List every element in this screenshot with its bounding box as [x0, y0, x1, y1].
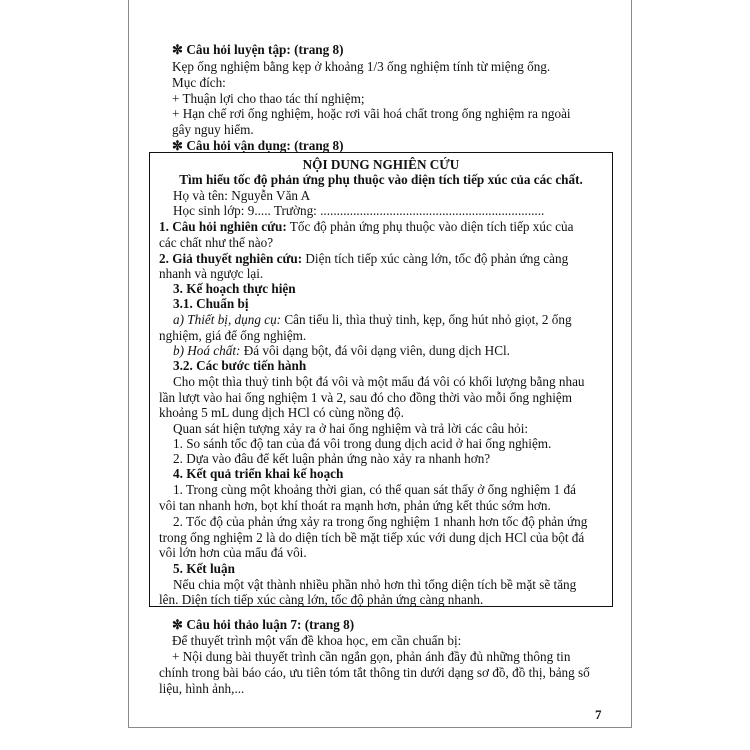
discussion-line: Để thuyết trình một vấn đề khoa học, em cần chuẩn bị:	[172, 633, 462, 648]
conclusion-line: lên. Diện tích tiếp xúc càng lớn, tốc độ phản ứng càng nhanh.	[159, 592, 484, 607]
result-line: trong ống nghiệm 2 là do diện tích bề mặt tiếp xúc với dung dịch HCl của bột đá	[159, 530, 585, 545]
result-line: 2. Tốc độ của phản ứng xảy ra trong ống nghiệm 1 nhanh hơn tốc độ phản ứng	[173, 514, 588, 529]
conclusion-line: Nếu chia một vật thành nhiều phần nhỏ hơn thì tổng diện tích bề mặt sẽ tăng	[173, 577, 577, 592]
equipment	[173, 312, 572, 327]
practice-line: gây nguy hiểm.	[172, 122, 254, 137]
hypothesis	[159, 251, 568, 266]
practice-line: Kẹp ống nghiệm bằng kẹp ở khoảng 1/3 ống nghiệm tính từ miệng ống.	[172, 59, 551, 74]
result-line: 1. Trong cùng một khoảng thời gian, có thể quan sát thấy ở ống nghiệm 1 đá	[173, 482, 576, 497]
step-line: Quan sát hiện tượng xảy ra ở hai ống nghiệm và trả lời các câu hỏi:	[173, 421, 529, 436]
results-heading: 4. Kết quả triển khai kế hoạch	[173, 466, 344, 481]
text: Tốc độ phản ứng phụ thuộc vào diện tích tiếp xúc của	[286, 219, 574, 234]
prep-heading: 3.1. Chuẩn bị	[173, 296, 249, 311]
practice-line: Mục đích:	[172, 75, 226, 90]
step-line: 1. So sánh tốc độ tan của đá vôi trong dung dịch acid ở hai ống nghiệm.	[173, 436, 552, 451]
result-line: vôi lớn hơn của mẩu đá vôi.	[159, 545, 307, 560]
practice-line: + Hạn chế rơi ống nghiệm, hoặc rơi vãi hoá chất trong ống nghiệm ra ngoài	[172, 106, 571, 121]
research-question	[159, 219, 573, 234]
text: Diện tích tiếp xúc càng lớn, tốc độ phản ứng càng	[302, 251, 569, 266]
steps-heading: 3.2. Các bước tiến hành	[173, 358, 307, 373]
label: a) Thiết bị, dụng cụ:	[173, 312, 282, 327]
text: Đá vôi dạng bột, đá vôi dạng viên, dung dịch HCl.	[240, 343, 510, 358]
applied-heading: ✼ Câu hỏi vận dụng: (trang 8)	[172, 138, 344, 153]
research-question-cont: các chất như thế nào?	[159, 235, 274, 250]
step-line: 2. Dựa vào đâu để kết luận phản ứng nào xảy ra nhanh hơn?	[173, 451, 491, 466]
hypothesis-cont: nhanh và ngược lại.	[159, 266, 264, 281]
label: 2. Giả thuyết nghiên cứu:	[159, 251, 303, 266]
label: b) Hoá chất:	[173, 343, 241, 358]
page-number: 7	[595, 707, 602, 722]
discussion-heading: ✼ Câu hỏi thảo luận 7: (trang 8)	[172, 617, 355, 632]
practice-line: + Thuận lợi cho thao tác thí nghiệm;	[172, 91, 365, 106]
chemicals	[173, 343, 510, 358]
student-name: Họ và tên: Nguyễn Văn A	[173, 188, 311, 203]
conclusion-heading: 5. Kết luận	[173, 561, 235, 576]
label: 1. Câu hỏi nghiên cứu:	[159, 219, 287, 234]
text: Cân tiểu li, thìa thuỷ tinh, kẹp, ống hút nhỏ giọt, 2 ống	[281, 312, 572, 327]
discussion-line: + Nội dung bài thuyết trình cần ngắn gọn, phản ánh đầy đủ những thông tin	[172, 649, 571, 664]
equipment-cont: nghiệm, giá để ống nghiệm.	[159, 328, 307, 343]
discussion-line: liệu, hình ảnh,...	[159, 681, 245, 696]
student-class: Học sinh lớp: 9..... Trường: ....................................................................	[173, 203, 545, 218]
research-title: NỘI DUNG NGHIÊN CỨU	[302, 157, 460, 172]
discussion-line: chính trong bài báo cáo, ưu tiên tóm tắt thông tin dưới dạng sơ đồ, đồ thị, bảng số	[159, 665, 590, 680]
practice-heading: ✼ Câu hỏi luyện tập: (trang 8)	[172, 42, 344, 57]
result-line: vôi tan nhanh hơn, bọt khí thoát ra mạnh hơn, phản ứng kết thúc sớm hơn.	[159, 498, 551, 513]
research-subtitle: Tìm hiểu tốc độ phản ứng phụ thuộc vào diện tích tiếp xúc của các chất.	[179, 172, 583, 187]
plan-heading: 3. Kế hoạch thực hiện	[173, 281, 296, 296]
step-line: khoảng 5 mL dung dịch HCl có cùng nồng độ.	[159, 405, 404, 420]
step-line: Cho một thìa thuỷ tinh bột đá vôi và một mẩu đá vôi có khối lượng bằng nhau	[173, 374, 585, 389]
step-line: lần lượt vào hai ống nghiệm 1 và 2, sau đó cho đồng thời vào mỗi ống nghiệm	[159, 390, 572, 405]
